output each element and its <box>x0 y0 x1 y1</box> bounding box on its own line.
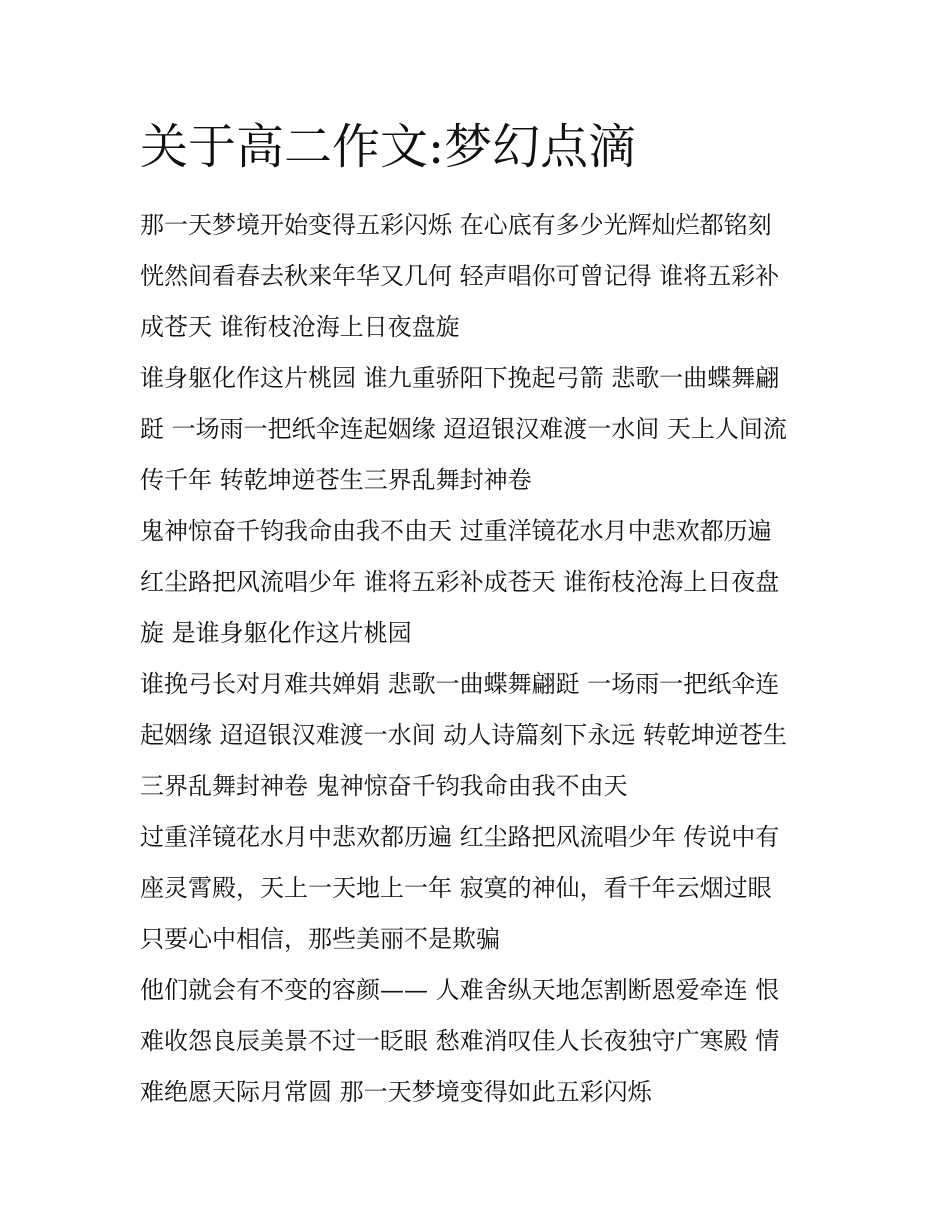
text-line: 难收怨良辰美景不过一眨眼 愁难消叹佳人长夜独守广寒殿 情 <box>140 1027 780 1055</box>
text-line: 过重洋镜花水月中悲欢都历遍 红尘路把风流唱少年 传说中有 <box>140 823 780 851</box>
document-title: 关于高二作文:梦幻点滴 <box>140 119 637 175</box>
text-line: 恍然间看春去秋来年华又几何 轻声唱你可曾记得 谁将五彩补 <box>140 262 780 290</box>
text-line: 红尘路把风流唱少年 谁将五彩补成苍天 谁衔枝沧海上日夜盘 <box>140 568 780 596</box>
paragraph-6 <box>140 965 820 1118</box>
text-line: 谁挽弓长对月难共婵娟 悲歌一曲蝶舞翩跹 一场雨一把纸伞连 <box>140 670 780 698</box>
text-line: 难绝愿天际月常圆 那一天梦境变得如此五彩闪烁 <box>140 1078 652 1106</box>
text-line: 旋 是谁身躯化作这片桃园 <box>140 619 412 647</box>
paragraph-4 <box>140 659 820 812</box>
text-line: 跹 一场雨一把纸伞连起姻缘 迢迢银汉难渡一水间 天上人间流 <box>140 415 787 443</box>
text-line: 成苍天 谁衔枝沧海上日夜盘旋 <box>140 313 460 341</box>
text-line: 只要心中相信，那些美丽不是欺骗 <box>140 925 500 953</box>
text-line: 鬼神惊奋千钧我命由我不由天 过重洋镜花水月中悲欢都历遍 <box>140 517 772 545</box>
document-body <box>140 200 820 1118</box>
paragraph-1 <box>140 200 820 353</box>
text-line: 起姻缘 迢迢银汉难渡一水间 动人诗篇刻下永远 转乾坤逆苍生 <box>140 721 787 749</box>
text-line: 谁身躯化作这片桃园 谁九重骄阳下挽起弓箭 悲歌一曲蝶舞翩 <box>140 364 780 392</box>
text-line: 他们就会有不变的容颜—— 人难舍纵天地怎割断恩爱牵连 恨 <box>140 976 780 1004</box>
text-line: 传千年 转乾坤逆苍生三界乱舞封神卷 <box>140 466 532 494</box>
paragraph-3 <box>140 506 820 659</box>
text-line: 座灵霄殿，天上一天地上一年 寂寞的神仙，看千年云烟过眼 <box>140 874 772 902</box>
paragraph-2 <box>140 353 820 506</box>
text-line: 那一天梦境开始变得五彩闪烁 在心底有多少光辉灿烂都铭刻 <box>140 211 772 239</box>
text-line: 三界乱舞封神卷 鬼神惊奋千钧我命由我不由天 <box>140 772 628 800</box>
paragraph-5 <box>140 812 820 965</box>
